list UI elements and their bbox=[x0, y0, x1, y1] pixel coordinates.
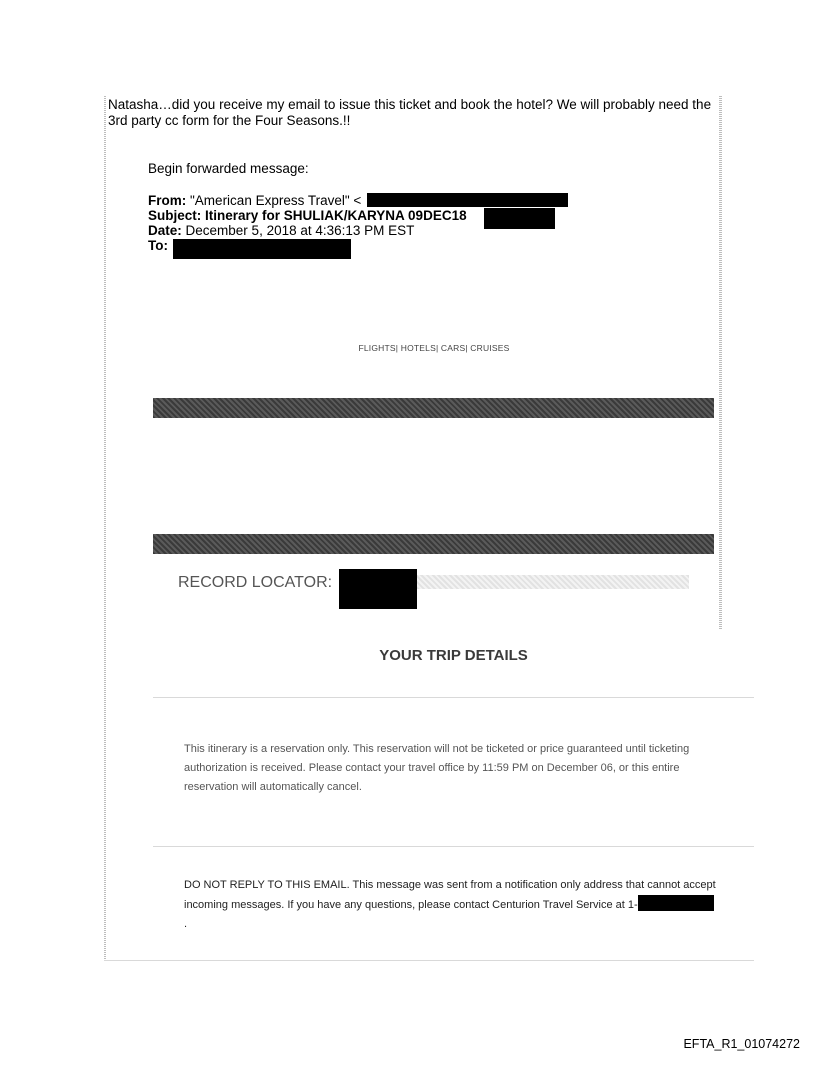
subject-header bbox=[148, 208, 467, 223]
no-reply-end: . bbox=[184, 918, 188, 930]
divider bbox=[153, 697, 754, 698]
to-header bbox=[148, 238, 168, 253]
redacted-subject-suffix bbox=[484, 208, 555, 229]
subject-value: Itinerary for SHULIAK/KARYNA 09DEC18 bbox=[205, 208, 467, 223]
from-header bbox=[148, 193, 361, 208]
header-band-bottom bbox=[153, 534, 714, 554]
trip-details-title: YOUR TRIP DETAILS bbox=[379, 647, 528, 664]
date-value: December 5, 2018 at 4:36:13 PM EST bbox=[185, 223, 415, 238]
date-label: Date: bbox=[148, 223, 182, 238]
forwarded-message-label: Begin forwarded message: bbox=[148, 161, 309, 176]
to-label: To: bbox=[148, 238, 168, 253]
divider bbox=[153, 846, 754, 847]
redacted-record-locator bbox=[339, 569, 417, 609]
record-locator-label: RECORD LOCATOR: bbox=[178, 574, 333, 591]
bottom-divider bbox=[104, 960, 754, 961]
frame-right-border bbox=[719, 96, 722, 630]
header-band-top bbox=[153, 398, 714, 418]
reservation-notice: This itinerary is a reservation only. This reservation will not be ticketed or price guaranteed until ticketing authorization is received. Please contact your travel office by 11:59 PM on December 06, or this entire reservation will automatically cancel. bbox=[184, 743, 690, 793]
no-reply-notice bbox=[184, 876, 716, 934]
subject-label: Subject: bbox=[148, 208, 202, 223]
record-locator-shading bbox=[417, 575, 689, 589]
document-id: EFTA_R1_01074272 bbox=[683, 1037, 800, 1051]
itinerary-nav-links[interactable]: FLIGHTS| HOTELS| CARS| CRUISES bbox=[358, 343, 510, 353]
no-reply-text: DO NOT REPLY TO THIS EMAIL. This message was sent from a notification only address that cannot accept incoming messages. If you have any questions, please contact Centurion Travel Service at 1- bbox=[184, 879, 716, 911]
frame-left-border bbox=[104, 96, 106, 962]
from-value: "American Express Travel" < bbox=[190, 193, 362, 208]
email-intro-text: Natasha…did you receive my email to issue this ticket and book the hotel? We will probably need the 3rd party cc form for the Four Seasons.!! bbox=[108, 97, 712, 128]
date-header bbox=[148, 223, 414, 238]
redacted-from-address bbox=[367, 193, 568, 207]
redacted-to-address bbox=[173, 239, 351, 259]
redacted-phone-number bbox=[638, 895, 714, 911]
from-label: From: bbox=[148, 193, 187, 208]
